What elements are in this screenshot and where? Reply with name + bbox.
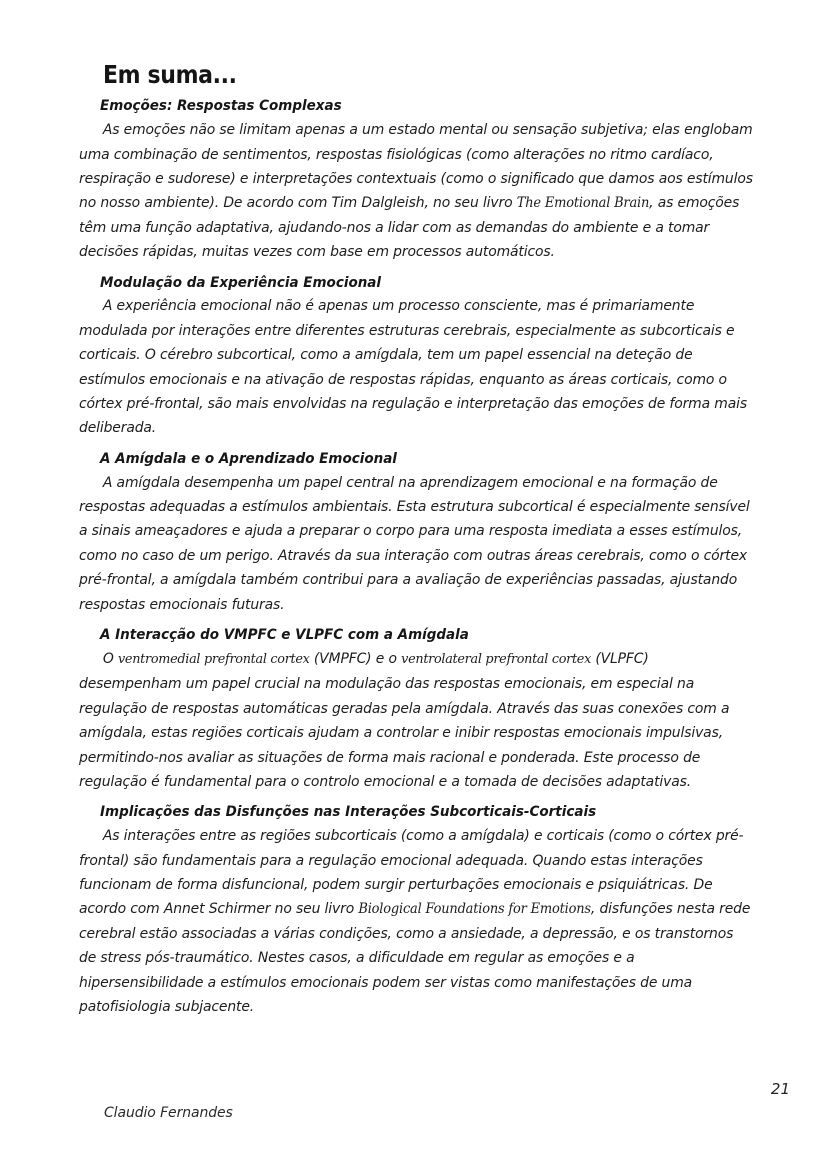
section-implicacoes-disfuncoes-interacoes	[79, 803, 755, 1019]
paragraph-text-lead: As interações entre as regiões subcorticais (como a amígdala) e corticais (como o córtex pré-frontal) são fundamentais para a regulação emocional adequada. Quando estas interações funcionam de forma disfuncional, podem surgir perturbações emocionais e psiquiátricas. De acordo com Annet Schirmer no seu livro	[79, 827, 744, 918]
section-paragraph	[79, 118, 754, 264]
section-paragraph: A experiência emocional não é apenas um processo consciente, mas é primariamente modulada por interações entre diferentes estruturas cerebrais, especialmente as subcorticais e corticais. O cérebro subcortical, como a amígdala, tem um papel essencial na deteção de estímulos emocionais e na ativação de respostas rápidas, enquanto as áreas corticais, como o córtex pré-frontal, são mais envolvidas na regulação e interpretação das emoções de forma mais deliberada.	[79, 297, 747, 437]
book-title-citation: The Emotional Brain	[516, 195, 650, 212]
paragraph-text-mid: (VMPFC) e o	[309, 649, 402, 667]
section-heading: Implicações das Disfunções nas Interações Subcorticais-Corticais	[100, 804, 597, 821]
page-title: Em suma...	[103, 60, 237, 89]
section-modulacao-da-experiencia-emocional	[79, 274, 755, 441]
paragraph-text-tail: (VLPFC) desempenham um papel crucial na modulação das respostas emocionais, em especial na regulação de respostas automáticas geradas pela amígdala. Através das suas conexões com a amígdala, estas regiões corticais ajudam a controlar e inibir respostas emocionais impulsivas, permitindo-nos avaliar as situações de forma mais racional e ponderada. Este processo de regulação é fundamental para o controlo emocional e a tomada de decisões adaptativas.	[79, 649, 730, 790]
section-emocoes-respostas-complexas	[79, 97, 755, 264]
latin-term-vmpfc: ventromedial prefrontal cortex	[117, 651, 310, 667]
book-title-citation: Biological Foundations for Emotions	[358, 901, 591, 918]
section-amigdala-e-aprendizado-emocional	[79, 450, 755, 617]
section-heading: A Amígdala e o Aprendizado Emocional	[100, 450, 397, 467]
section-heading: Emoções: Respostas Complexas	[100, 98, 342, 115]
page-content	[79, 62, 755, 1019]
paragraph-text-tail: , disfunções nesta rede cerebral estão associadas a várias condições, como a ansiedade, a depressão, e os transtornos de stress pós-traumático. Nestes casos, a dificuldade em regular as emoções e a hipersensibilidade a estímulos emocionais podem ser vistas como manifestações de uma patofisiologia subjacente.	[79, 900, 751, 1016]
paragraph-text-lead: O	[102, 649, 118, 667]
paragraph-text-lead: As emoções não se limitam apenas a um estado mental ou sensação subjetiva; elas englobam uma combinação de sentimentos, respostas fisiológicas (como alterações no ritmo cardíaco, respiração e sudorese) e interpretações contextuais (como o significado que damos aos estímulos no nosso ambiente). De acordo com Tim Dalgleish, no seu livro	[79, 121, 753, 212]
section-heading: Modulação da Experiência Emocional	[100, 274, 382, 291]
latin-term-vlpfc: ventrolateral prefrontal cortex	[401, 651, 592, 667]
section-interaccao-vmpfc-vlpfc-amigdala	[79, 626, 755, 794]
paragraph-text-tail: , as emoções têm uma função adaptativa, ajudando-nos a lidar com as demandas do ambiente e a tomar decisões rápidas, muitas vezes com base em processos automáticos.	[79, 194, 740, 261]
section-paragraph: A amígdala desempenha um papel central na aprendizagem emocional e na formação de respostas adequadas a estímulos ambientais. Esta estrutura subcortical é especialmente sensível a sinais ameaçadores e ajuda a preparar o corpo para uma resposta imediata a esses estímulos, como no caso de um perigo. Através da sua interação com outras áreas cerebrais, como o córtex pré-frontal, a amígdala também contribui para a avaliação de experiências passadas, ajustando respostas emocionais futuras.	[79, 473, 750, 613]
section-paragraph	[79, 647, 754, 794]
footer-author-name: Claudio Fernandes	[104, 1105, 233, 1121]
section-heading: A Interacção do VMPFC e VLPFC com a Amígdala	[100, 627, 469, 644]
page-number: 21	[770, 1080, 790, 1098]
section-paragraph	[79, 824, 754, 1019]
